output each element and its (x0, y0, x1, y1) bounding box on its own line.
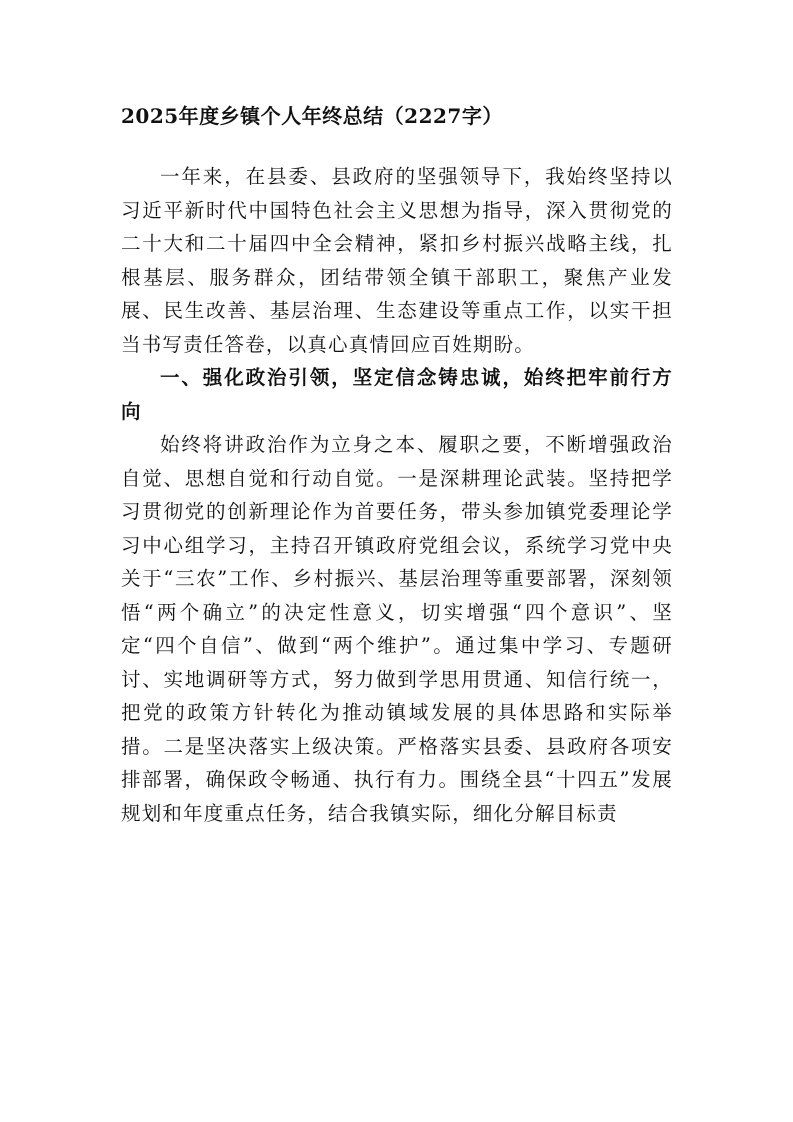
document-body (121, 160, 673, 830)
section-heading-1: 一、强化政治引领，坚定信念铸忠诚，始终把牢前行方向 (121, 366, 673, 423)
intro-paragraph: 一年来，在县委、县政府的坚强领导下，我始终坚持以习近平新时代中国特色社会主义思想为指导，深入贯彻党的二十大和二十届四中全会精神，紧扣乡村振兴战略主线，扎根基层、服务群众，团结带领全镇干部职工，聚焦产业发展、民生改善、基层治理、生态建设等重点工作，以实干担当书写责任答卷，以真心真情回应百姓期盼。 (121, 165, 673, 356)
section-1-paragraph: 始终将讲政治作为立身之本、履职之要，不断增强政治自觉、思想自觉和行动自觉。一是深耕理论武装。坚持把学习贯彻党的创新理论作为首要任务，带头参加镇党委理论学习中心组学习，主持召开镇政府党组会议，系统学习党中央关于“三农”工作、乡村振兴、基层治理等重要部署，深刻领悟“两个确立”的决定性意义，切实增强“四个意识”、坚定“四个自信”、做到“两个维护”。通过集中学习、专题研讨、实地调研等方式，努力做到学思用贯通、知信行统一，把党的政策方针转化为推动镇域发展的具体思路和实际举措。二是坚决落实上级决策。严格落实县委、县政府各项安排部署，确保政令畅通、执行有力。围绕全县“十四五”发展规划和年度重点任务，结合我镇实际，细化分解目标责 (121, 433, 673, 825)
document-title: 2025年度乡镇个人年终总结（2227字） (121, 104, 503, 128)
